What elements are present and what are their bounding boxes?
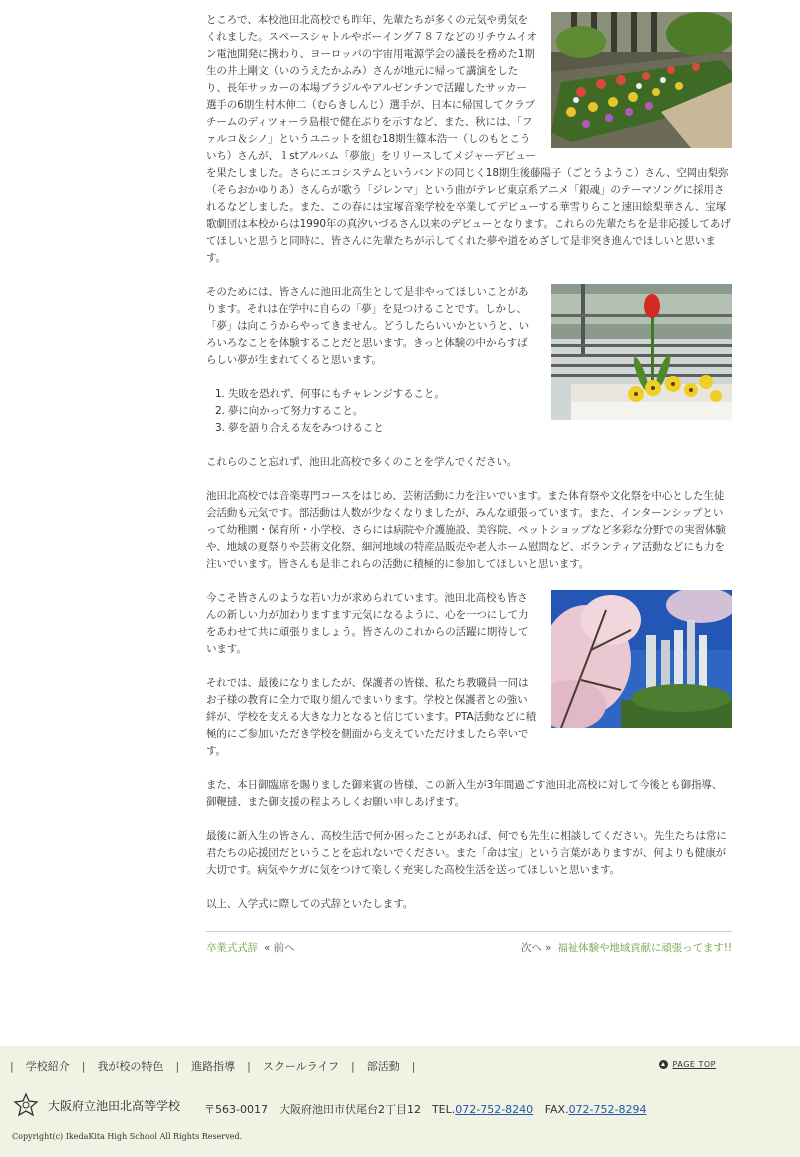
nav-separator: |	[247, 1059, 251, 1073]
post-navigation	[206, 931, 732, 957]
fax-link[interactable]: 072-752-8294	[568, 1103, 647, 1116]
nav-separator: |	[81, 1059, 86, 1073]
page-top-button[interactable]	[659, 1060, 716, 1069]
tulip-photo	[551, 284, 732, 420]
list-item: 2. 夢に向かって努力すること。	[228, 403, 732, 420]
nav-separator: |	[175, 1059, 180, 1073]
paragraph: これらのこと忘れず、池田北高校で多くのことを学んでください。	[206, 456, 518, 468]
paragraph: 池田北高校では音楽専門コースをはじめ、芸術活動に力を注いでいます。また体育祭や文化祭を中心とした生徒会活動も元気です。部活動は人数が少なくなりましたが、みんな頑張っています。また、インターンシップといって幼稚園・保育所・小学校、さらには病院や介護施設、美容院、ペットショップなど多彩な分野での実習体験や、地域の夏祭りや芸術文化祭、細河地域の特産品販売や老人ホーム慰問など、ボランティア活動などにも力を注いでいます。皆さんも是非これらの活動に積極的に参加してほしいと思います。	[206, 490, 726, 570]
article-body	[206, 12, 732, 957]
footer-nav	[10, 1058, 427, 1074]
nav-separator: |	[351, 1059, 355, 1073]
next-post-link[interactable]: 福祉体験や地域貢献に頑張ってます!!	[557, 942, 732, 954]
section-seniors	[206, 12, 732, 284]
prev-nav	[206, 940, 300, 957]
paragraph: 最後に新入生の皆さん、高校生活で何か困ったことがあれば、何でも先生に相談してください。先生たちは常に君たちの応援団だということを忘れないでください。また「命は宝」という言葉がありますが、何よりも健康が大切です。病気やケガに気をつけて楽しく充実した高校生活を送ってほしいと思います。	[206, 830, 727, 876]
paragraph: それでは、最後になりましたが、保護者の皆様、私たち教職員一同はお子様の教育に全力で取り組んでまいります。学校と保護者との強い絆が、学校を支える大きな力となると信じています。PTA活動などに積極的にご参加いただき学校を側面から支えていただけましたら幸いです。	[206, 677, 536, 757]
prev-label: « 前へ	[264, 942, 295, 954]
school-name: 大阪府立池田北高等学校	[48, 1098, 181, 1113]
paragraph: 今こそ皆さんのような若い力が求められています。池田北高校も皆さんの新しい力が加わりますます元気になるように、心を一つにして力をあわせて共に頑張りましょう。皆さんのこれからの活躍に期待しています。	[206, 592, 529, 655]
cherry-blossom-photo	[551, 590, 732, 728]
section-dreams	[206, 284, 732, 454]
school-logo	[12, 1092, 180, 1118]
fax-label: FAX.	[544, 1103, 569, 1116]
footer-link-features[interactable]: 我が校の特色	[97, 1060, 164, 1073]
nav-separator: |	[10, 1059, 14, 1073]
site-footer	[0, 1046, 800, 1157]
footer-link-career[interactable]: 進路指導	[191, 1060, 236, 1073]
section-young-power	[206, 590, 732, 777]
contact-info	[204, 1101, 647, 1117]
list-item: 3. 夢を語り合える友をみつけること	[228, 420, 732, 437]
paragraph: ところで、本校池田北高校でも昨年、先輩たちが多くの元気や勇気をくれました。スペースシャトルやボーイング７８７などのリチウムイオン電池開発に携わり、ヨーロッパの宇宙用電源学会の議長を務めた1期生の井上剛文（いのうえたかふみ）さんが地元に帰って講演をしたり、長年サッカーの本場ブラジルやアルゼンチンで活躍したサッカー選手の6期生村木伸二（むらきしんじ）選手が、日本に帰国してクラブチームのディツォーラ島根で健在ぶりを示すなど、また、秋には、「ファルコ＆シノ」というユニットを組む18期生篠本浩一（しのもとこういち）さんが、１stアルバム「夢旅」をリリースしてメジャーデビューを果たしました。さらにエコシステムというバンドの同じく18期生後藤陽子（ごとうようこ）さん、空岡由梨弥（そらおかゆりあ）さんらが歌う「ジレンマ」という曲がテレビ東京系アニメ「銀魂」のテーマソングに採用されるなどしました。また、この春には宝塚音楽学校を卒業してデビューする華雪りらこと速田絵梨華さん、宝塚歌劇団は本校からは1990年の真汐いづるさん以来のデビューとなります。これらの先輩たちを是非応援してあげてほしいと思うと同時に、皆さんに先輩たちが示してくれた夢や道をめざして是非突き進んでほしいと思います。	[206, 14, 731, 264]
list-item: 1. 失敗を恐れず、何事にもチャレンジすること。	[228, 386, 732, 403]
address-text: 〒563-0017 大阪府池田市伏尾台2丁目12 TEL.	[204, 1103, 456, 1116]
page-top-label: PAGE TOP	[672, 1060, 716, 1069]
copyright: Copyright(c) IkedaKita High School All Rights Reserved.	[12, 1132, 243, 1141]
footer-link-clubs[interactable]: 部活動	[366, 1060, 400, 1073]
flowerbed-photo	[551, 12, 732, 148]
nav-separator: |	[411, 1059, 416, 1073]
paragraph: また、本日御臨席を賜りました御来賓の皆様、この新入生が3年間過ごす池田北高校に対して今後とも御指導、御鞭撻、また御支援の程よろしくお願い申しあげます。	[206, 779, 723, 808]
next-label: 次へ »	[521, 942, 552, 954]
prev-post-link[interactable]: 卒業式式辞	[206, 942, 258, 954]
footer-link-school-life[interactable]: スクールライフ	[262, 1060, 339, 1073]
next-nav	[515, 940, 732, 957]
footer-link-about[interactable]: 学校紹介	[25, 1060, 70, 1073]
paragraph: そのためには、皆さんに池田北高生として是非やってほしいことがあります。それは在学中に自らの「夢」を見つけることです。しかし、「夢」は向こうからやってきません。どうしたらいいかというと、いろいろなことを体験することだと思います。きっと体験の中からすばらしい夢が生まれてくると思います。	[206, 286, 530, 366]
tel-link[interactable]: 072-752-8240	[455, 1103, 534, 1116]
paragraph: 以上、入学式に際しての式辞といたします。	[206, 898, 414, 910]
arrow-up-icon	[659, 1060, 668, 1069]
school-emblem-icon	[12, 1092, 40, 1118]
